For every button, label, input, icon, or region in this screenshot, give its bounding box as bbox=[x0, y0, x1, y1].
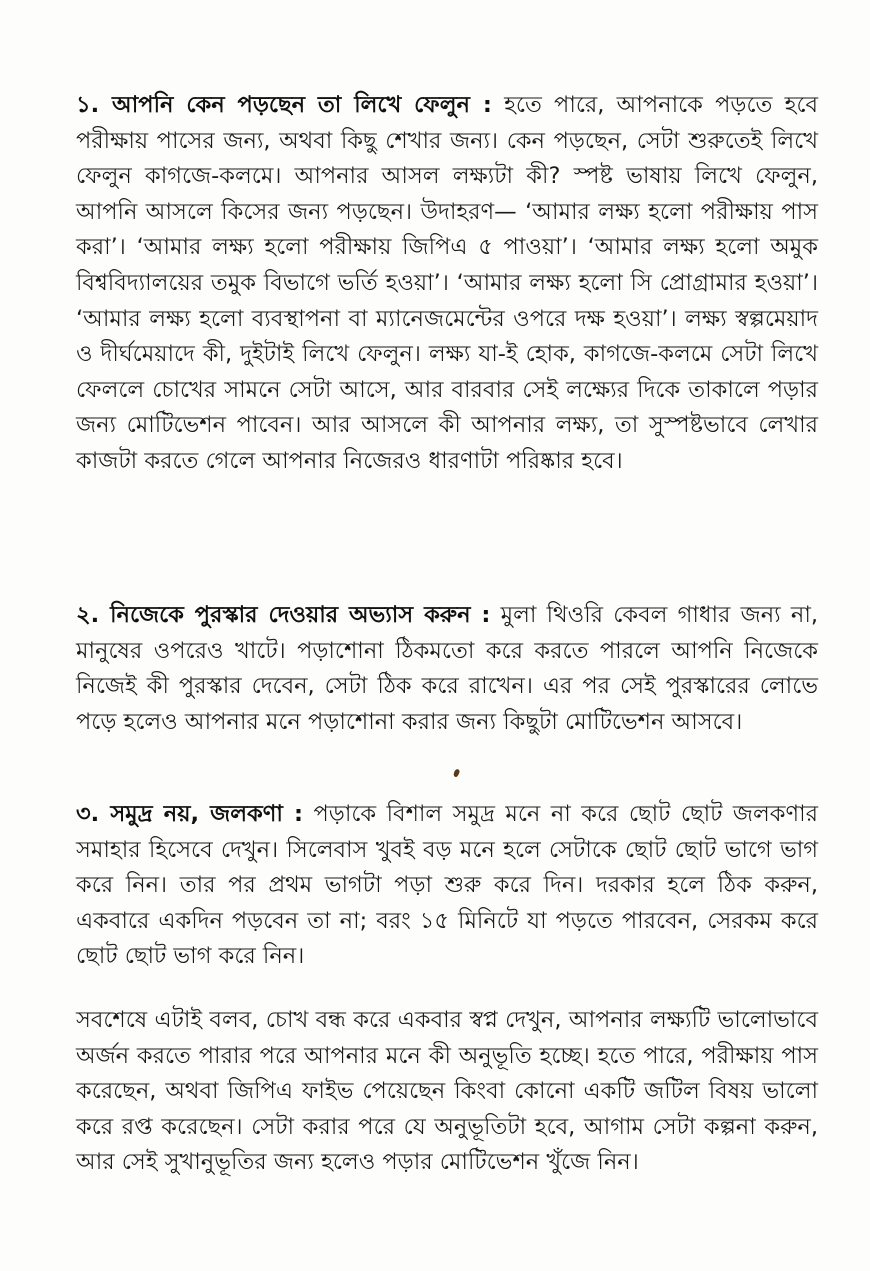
paragraph-body: সবশেষে এটাই বলব, চোখ বন্ধ করে একবার স্বপ্ন দেখুন, আপনার লক্ষ্যটি ভালোভাবে অর্জন করতে পারার পরে আপনার মনে কী অনুভূতি হচ্ছে। হতে পারে, পরীক্ষায় পাস করেছেন, অথবা জিপিএ ফাইভ পেয়েছেন কিংবা কোনো একটি জটিল বিষয় ভালো করে রপ্ত করেছেন। সেটা করার পরে যে অনুভূতিটা হবে, আগাম সেটা কল্পনা করুন, আর সেই সুখানুভূতির জন্য হলেও পড়ার মোটিভেশন খুঁজে নিন। bbox=[76, 1007, 818, 1176]
paragraph-not-ocean-but-drops bbox=[76, 797, 818, 975]
paragraph-body: হতে পারে, আপনাকে পড়তে হবে পরীক্ষায় পাসের জন্য, অথবা কিছু শেখার জন্য। কেন পড়ছেন, সেটা শুরুতেই লিখে ফেলুন কাগজে-কলমে। আপনার আসল লক্ষ্যটা কী? স্পষ্ট ভাষায় লিখে ফেলুন, আপনি আসলে কিসের জন্য পড়ছেন। উদাহরণ— ‘আমার লক্ষ্য হলো পরীক্ষায় পাস করা’। ‘আমার লক্ষ্য হলো পরীক্ষায় জিপিএ ৫ পাওয়া’। ‘আমার লক্ষ্য হলো অমুক বিশ্ববিদ্যালয়ের তমুক বিভাগে ভর্তি হওয়া’। ‘আমার লক্ষ্য হলো সি প্রোগ্রামার হওয়া’। ‘আমার লক্ষ্য হলো ব্যবস্থাপনা বা ম্যানেজমেন্টের ওপরে দক্ষ হওয়া’। লক্ষ্য স্বল্পমেয়াদ ও দীর্ঘমেয়াদে কী, দুইটাই লিখে ফেলুন। লক্ষ্য যা-ই হোক, কাগজে-কলমে সেটা লিখে ফেললে চোখের সামনে সেটা আসে, আর বারবার সেই লক্ষ্যের দিকে তাকালে পড়ার জন্য মোটিভেশন পাবেন। আর আসলে কী আপনার লক্ষ্য, তা সুস্পষ্টভাবে লেখার কাজটা করতে গেলে আপনার নিজেরও ধারণাটা পরিষ্কার হবে। bbox=[76, 92, 819, 474]
paragraph-heading: ২. নিজেকে পুরস্কার দেওয়ার অভ্যাস করুন : bbox=[76, 602, 491, 628]
paragraph-reward-yourself bbox=[76, 598, 818, 740]
paragraph-body: মুলা থিওরি কেবল গাধার জন্য না, মানুষের ওপরেও খাটে। পড়াশোনা ঠিকমতো করে করতে পারলে আপনি নিজেকে নিজেই কী পুরস্কার দেবেন, সেটা ঠিক করে রাখেন। এর পর সেই পুরস্কারের লোভে পড়ে হলেও আপনার মনে পড়াশোনা করার জন্য কিছুটা মোটিভেশন আসবে। bbox=[76, 602, 818, 735]
paragraph-why-you-study bbox=[76, 88, 818, 480]
paragraph-heading: ৩. সমুদ্র নয়, জলকণা : bbox=[76, 801, 304, 827]
paragraph-heading: ১. আপনি কেন পড়ছেন তা লিখে ফেলুন : bbox=[76, 92, 492, 118]
paragraph-conclusion bbox=[76, 1003, 818, 1181]
paragraph-body: পড়াকে বিশাল সমুদ্র মনে না করে ছোট ছোট জলকণার সমাহার হিসেবে দেখুন। সিলেবাস খুবই বড় মনে হলে সেটাকে ছোট ছোট ভাগে ভাগ করে নিন। তার পর প্রথম ভাগটা পড়া শুরু করে দিন। দরকার হলে ঠিক করুন, একবারে একদিন পড়বেন তা না; বরং ১৫ মিনিটে যা পড়তে পারবেন, সেরকম করে ছোট ছোট ভাগ করে নিন। bbox=[76, 801, 819, 970]
ink-speck bbox=[452, 768, 460, 777]
